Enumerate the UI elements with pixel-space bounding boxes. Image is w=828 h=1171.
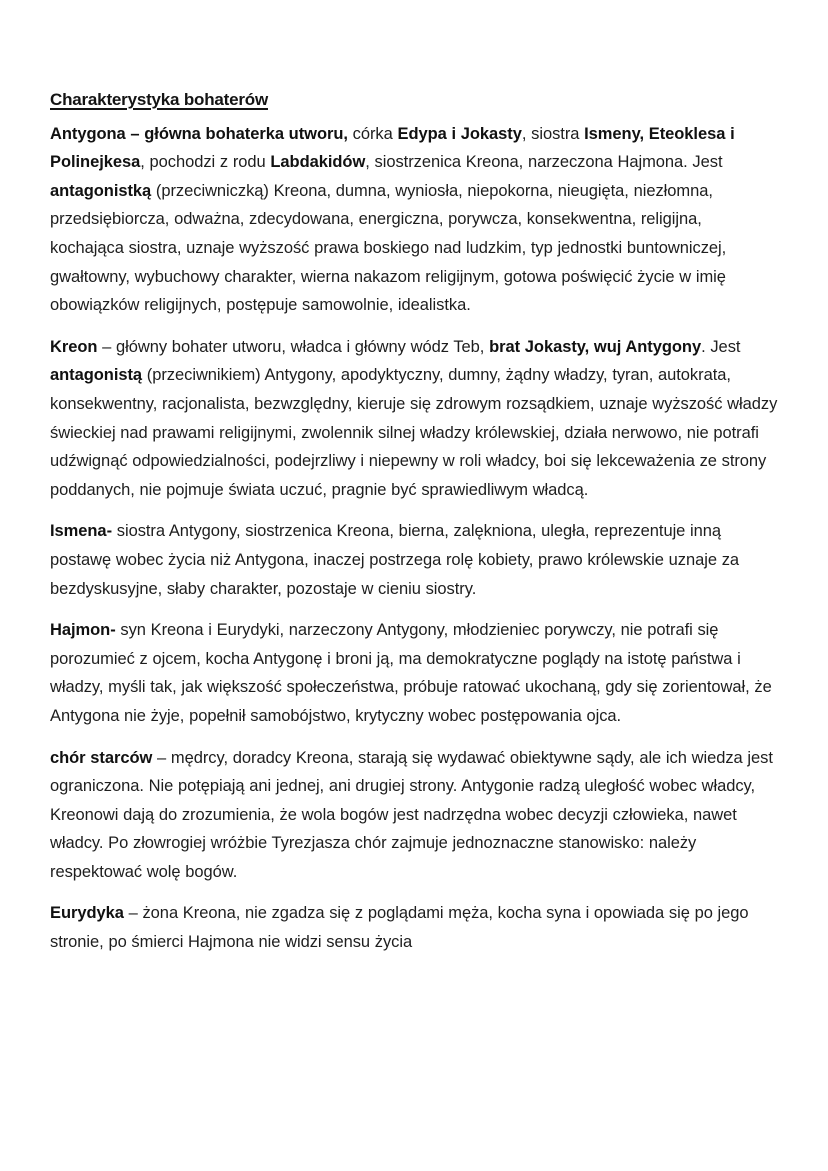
page-title: Charakterystyka bohaterów [50, 90, 268, 109]
text-run: – główny bohater utworu, władca i główny wódz Teb, [97, 337, 490, 356]
text-run: . Jest [701, 337, 741, 356]
paragraph-kreon [50, 333, 780, 505]
text-run: , siostrzenica Kreona, narzeczona Hajmona. Jest [365, 153, 723, 172]
bold-run: antagonistą [50, 366, 143, 385]
bold-run: chór starców [50, 748, 153, 767]
document-body [50, 120, 780, 957]
paragraph-chor-starcow [50, 744, 780, 887]
text-run: – żona Kreona, nie zgadza się z poglądami męża, kocha syna i opowiada się po jego stronie, po śmierci Hajmona nie widzi sensu życia [50, 904, 749, 952]
bold-run: Labdakidów [270, 153, 366, 172]
bold-run: Antygona – główna bohaterka utworu, [50, 124, 348, 143]
bold-run: antagonistką [50, 181, 152, 200]
text-run: , pochodzi z rodu [140, 153, 271, 172]
paragraph-hajmon [50, 616, 780, 730]
text-run: – mędrcy, doradcy Kreona, starają się wydawać obiektywne sądy, ale ich wiedza jest ograniczona. Nie potępiają ani jednej, ani drugiej strony. Antygonie radzą uległość wobec władcy, Kreonowi dają do zrozumienia, że wola bogów jest nadrzędna wobec decyzji człowieka, nawet władcy. Po złowrogiej wróżbie Tyrezjasza chór zajmuje jednoznaczne stanowisko: należy respektować wolę bogów. [50, 748, 773, 881]
bold-run: Ismeny, Eteoklesa i Polinejkesa [50, 124, 735, 172]
text-run: (przeciwniczką) Kreona, dumna, wyniosła, niepokorna, nieugięta, niezłomna, przedsiębiorcza, odważna, zdecydowana, energiczna, porywcza, konsekwentna, religijna, kochająca siostra, uznaje wyższość prawa boskiego nad ludzkim, typ jednostki buntowniczej, gwałtowny, wybuchowy charakter, wierna nakazom religijnym, gotowa poświęcić życie w imię obowiązków religijnych, postępuje samowolnie, idealistka. [50, 181, 727, 315]
bold-run: Hajmon- [50, 621, 116, 640]
bold-run: brat Jokasty, wuj Antygony [489, 337, 702, 356]
paragraph-antygona [50, 120, 780, 320]
text-run: (przeciwnikiem) Antygony, apodyktyczny, dumny, żądny władzy, tyran, autokrata, konsekwentny, racjonalista, bezwzględny, kieruje się zdrowym rozsądkiem, uznaje wyższość władzy świeckiej nad prawami religijnymi, zwolennik silnej władzy królewskiej, działa nerwowo, nie potrafi udźwignąć odpowiedzialności, podejrzliwy i niepewny w roli władcy, boi się lekceważenia ze strony poddanych, nie pojmuje świata uczuć, pragnie być sprawiedliwym władcą. [50, 366, 778, 499]
text-run: syn Kreona i Eurydyki, narzeczony Antygony, młodzieniec porywczy, nie potrafi się porozumieć z ojcem, kocha Antygonę i broni ją, ma demokratyczne poglądy na istotę państwa i władzy, myśli tak, jak większość społeczeństwa, próbuje ratować ukochaną, gdy się zorientował, że Antygona nie żyje, popełnił samobójstwo, krytyczny wobec postępowania ojca. [50, 621, 772, 725]
text-run: córka [347, 124, 398, 143]
paragraph-ismena [50, 517, 780, 603]
paragraph-eurydyka [50, 899, 780, 956]
text-run: siostra Antygony, siostrzenica Kreona, bierna, zalękniona, uległa, reprezentuje inną postawę wobec życia niż Antygona, inaczej postrzega rolę kobiety, prawo królewskie uznaje za bezdyskusyjne, słaby charakter, pozostaje w cieniu siostry. [50, 522, 740, 598]
bold-run: Kreon [50, 337, 98, 356]
bold-run: Edypa i Jokasty [397, 124, 522, 143]
bold-run: Ismena- [50, 522, 113, 541]
bold-run: Eurydyka [50, 904, 124, 923]
text-run: , siostra [521, 124, 585, 143]
